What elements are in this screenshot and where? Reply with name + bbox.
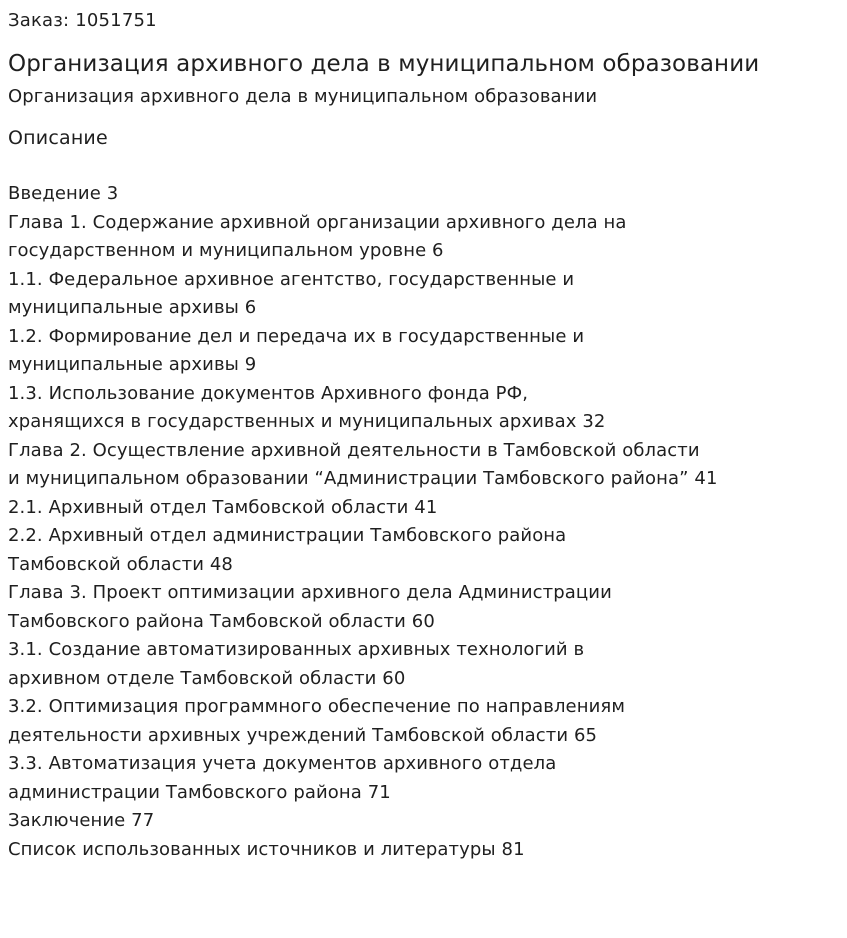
toc-line: Введение 3 xyxy=(8,183,119,204)
toc-line: деятельности архивных учреждений Тамбовской области 65 xyxy=(8,724,598,746)
toc-line: хранящихся в государственных и муниципальных архивах 32 xyxy=(8,411,606,432)
toc-line: Глава 1. Содержание архивной организации архивного дела на xyxy=(8,211,627,233)
page-title: Организация архивного дела в муниципальном образовании xyxy=(8,51,760,77)
toc-line: Список использованных источников и литературы 81 xyxy=(8,838,525,860)
toc-line: 1.2. Формирование дел и передача их в государственные и xyxy=(8,325,585,347)
toc-line: 3.2. Оптимизация программного обеспечение по направлениям xyxy=(8,696,626,717)
toc-line: Глава 3. Проект оптимизации архивного дела Администрации xyxy=(8,582,612,603)
toc-line: 2.1. Архивный отдел Тамбовской области 41 xyxy=(8,496,438,518)
toc-line: Заключение 77 xyxy=(8,810,155,831)
toc-line: муниципальные архивы 9 xyxy=(8,354,257,375)
toc-line: 1.3. Использование документов Архивного фонда РФ, xyxy=(8,382,529,404)
toc-line: Глава 2. Осуществление архивной деятельности в Тамбовской области xyxy=(8,439,700,461)
toc-line: 3.1. Создание автоматизированных архивных технологий в xyxy=(8,639,585,660)
description-heading: Описание xyxy=(8,127,108,149)
toc-line: администрации Тамбовского района 71 xyxy=(8,781,391,803)
toc-line: 2.2. Архивный отдел администрации Тамбовского района xyxy=(8,525,567,546)
toc-line: Тамбовской области 48 xyxy=(8,553,233,575)
order-number: Заказ: 1051751 xyxy=(8,10,157,31)
toc-line: государственном и муниципальном уровне 6 xyxy=(8,240,444,261)
toc-line: Тамбовского района Тамбовской области 60 xyxy=(8,610,435,632)
toc-line: 1.1. Федеральное архивное агентство, государственные и xyxy=(8,268,575,290)
table-of-contents xyxy=(8,180,839,864)
toc-line: архивном отделе Тамбовской области 60 xyxy=(8,667,406,689)
page-subtitle: Организация архивного дела в муниципальном образовании xyxy=(8,86,598,107)
toc-line: 3.3. Автоматизация учета документов архивного отдела xyxy=(8,753,557,774)
toc-line: и муниципальном образовании “Администрации Тамбовского района” 41 xyxy=(8,468,718,489)
toc-line: муниципальные архивы 6 xyxy=(8,297,257,318)
